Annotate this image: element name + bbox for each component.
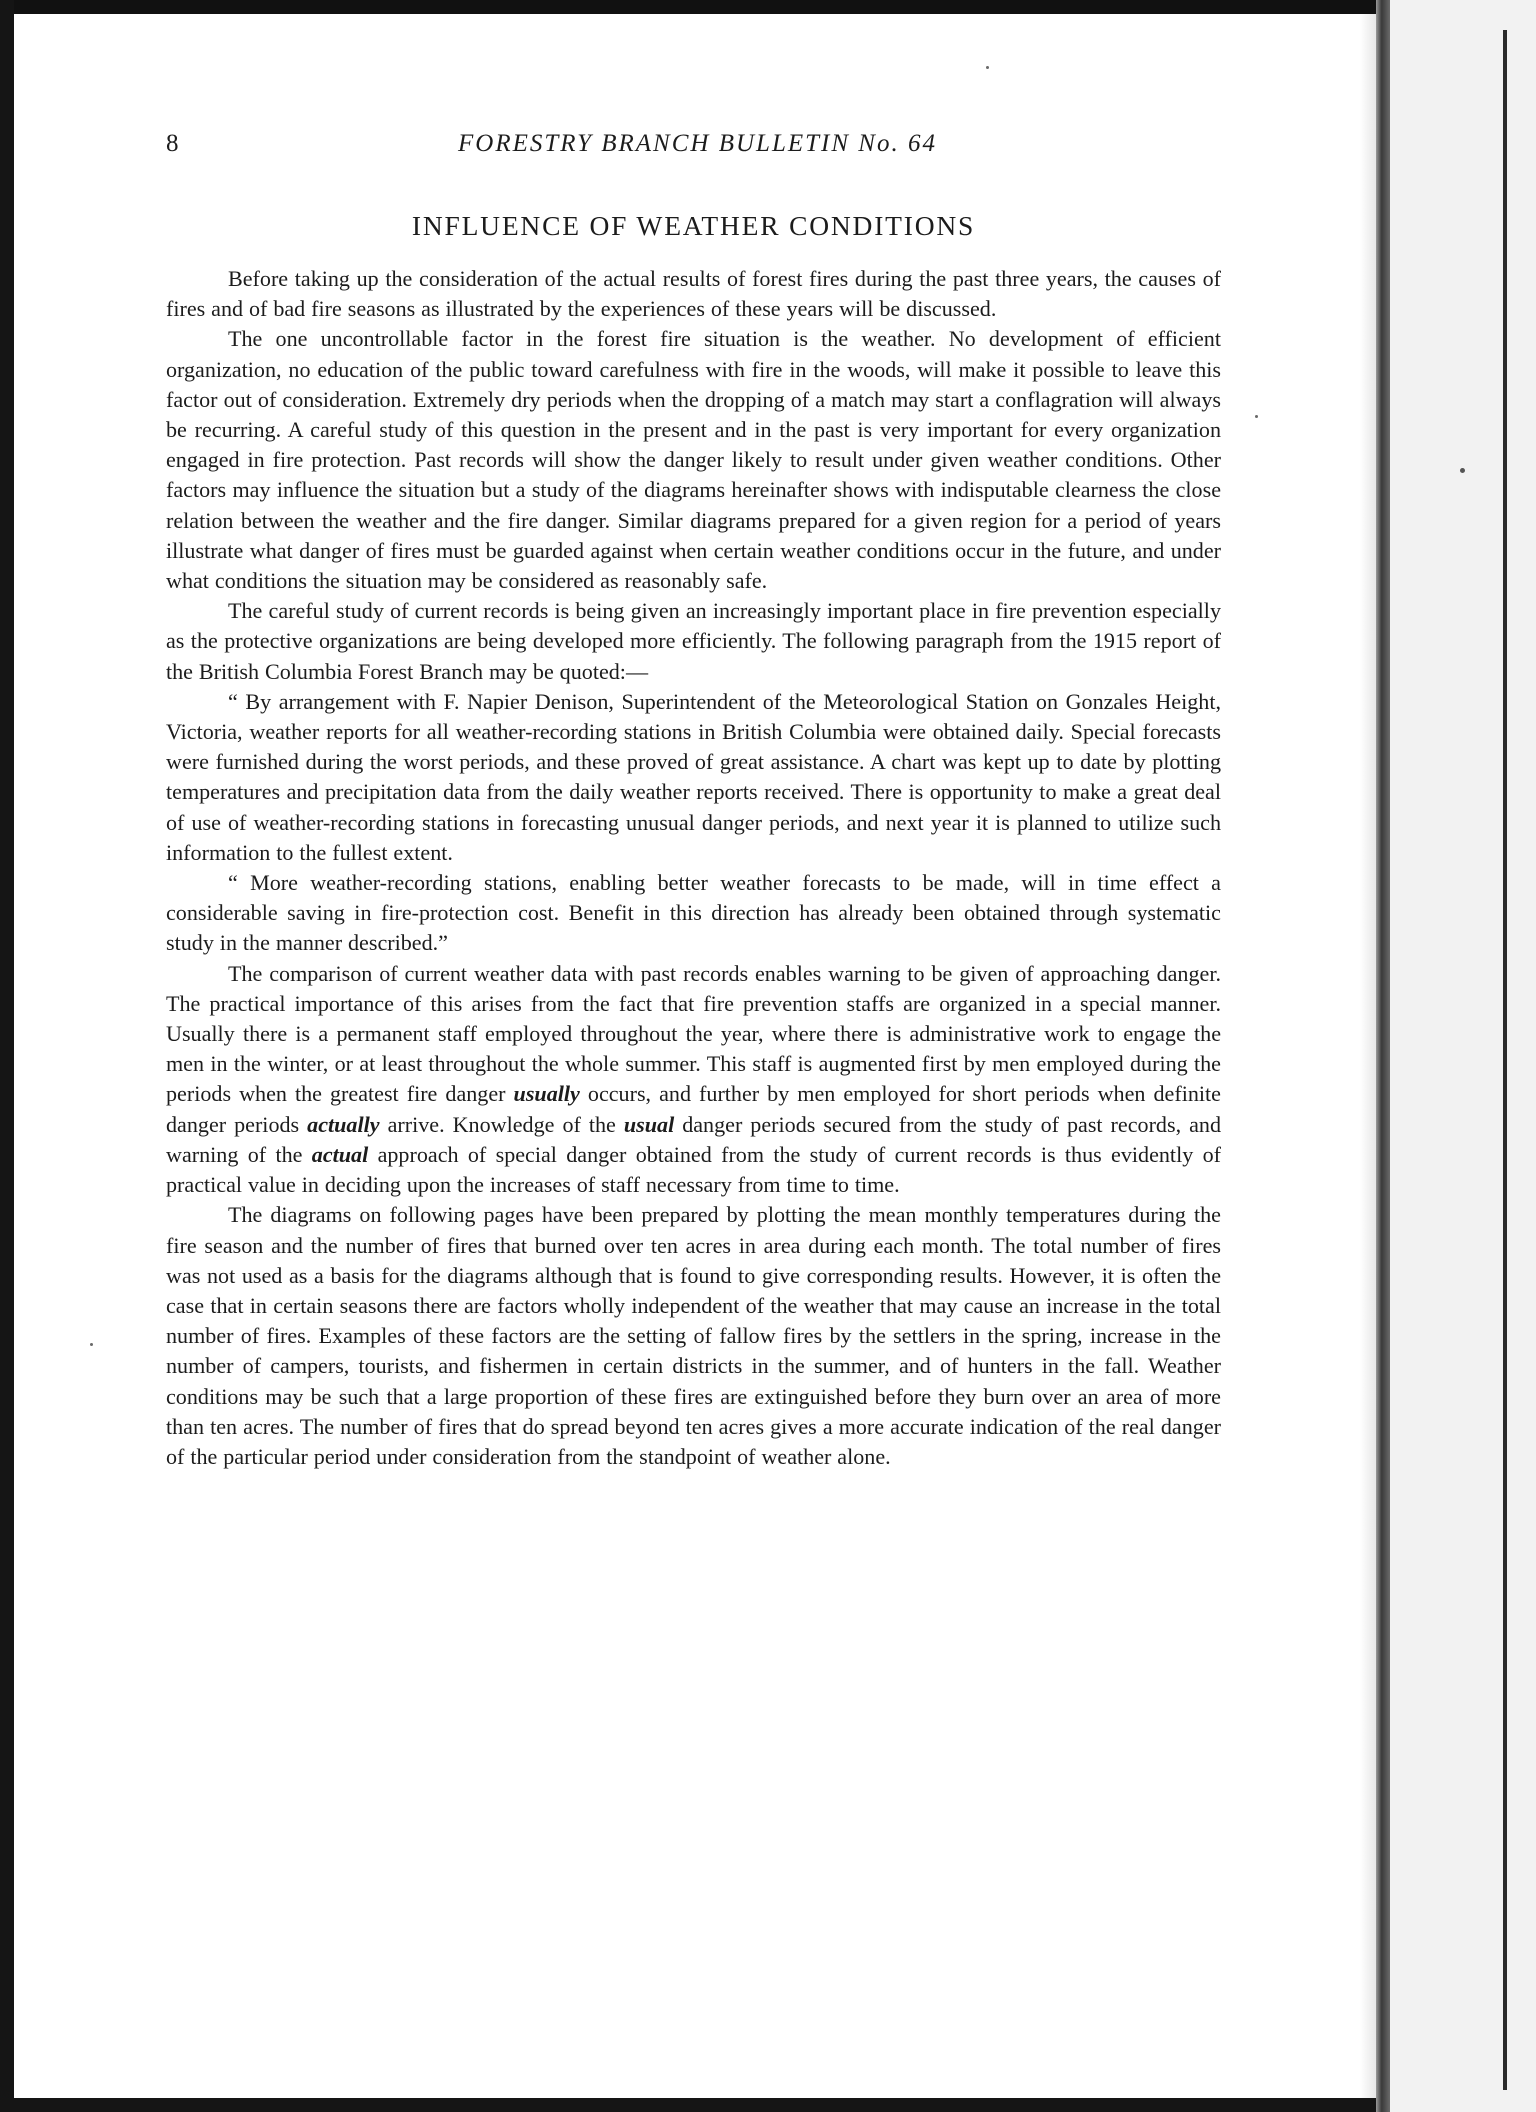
quote-paragraph-1: “ By arrangement with F. Napier Denison, Superintendent of the Meteorological Station on Gonzales Height, Victoria, weather reports for all weather-recording stations in British Columbia were obtained daily. Special forecasts were furnished during the worst periods, and these proved of great assistance. A chart was kept up to date by plotting temperatures and precipitation data from the daily weather reports received. There is opportunity to make a great deal of use of weather-recording stations in forecasting unusual danger periods, and next year it is planned to utilize such information to the fullest extent. bbox=[166, 688, 1221, 865]
paragraph-intro: Before taking up the consideration of the actual results of forest fires during the past three years, the causes of fires and of bad fire seasons as illustrated by the experiences of these years will be discussed. bbox=[166, 266, 1221, 322]
paragraph-weather-factor: The one uncontrollable factor in the forest fire situation is the weather. No development of efficient organization, no education of the public toward carefulness with fire in the woods, will make it possible to leave this factor out of consideration. Extremely dry periods when the dropping of a match may start a conflagration will always be recurring. A careful study of this question in the present and in the past is very important for every organization engaged in fire protection. Past records will show the danger likely to result under given weather conditions. Other factors may influence the situation but a study of the diagrams hereinafter shows with indisputable clearness the close relation between the weather and the fire danger. Similar diagrams prepared for a given region for a period of years illustrate what danger of fires must be guarded against when certain weather conditions occur in the future, and under what conditions the situation may be considered as reasonably safe. bbox=[166, 326, 1221, 594]
gutter-shadow bbox=[1360, 14, 1376, 2098]
scan-border-left bbox=[0, 0, 14, 2112]
quote-paragraph-2: “ More weather-recording stations, enabling better weather forecasts to be made, will in time effect a considerable saving in fire-protection cost. Benefit in this direction has already been obtained through systematic study in the manner described.” bbox=[166, 870, 1221, 956]
text-run: approach of special danger obtained from the study of current records is thus evidently of practical value in deciding upon the increases of staff necessary from time to time. bbox=[166, 1141, 1221, 1198]
page-number: 8 bbox=[166, 130, 179, 157]
text-run: occurs, and further by men employed for short periods when definite danger periods bbox=[166, 1081, 1221, 1137]
book-gutter bbox=[1376, 0, 1390, 2112]
paragraph-diagrams: The diagrams on following pages have been prepared by plotting the mean monthly temperatures during the fire season and the number of fires that burned over ten acres in area during each month. The total number of fires was not used as a basis for the diagrams although that is found to give corresponding results. However, it is often the case that in certain seasons there are factors wholly independent of the weather that may cause an increase in the total number of fires. Examples of these factors are the setting of fallow fires by the settlers in the spring, increase in the number of campers, tourists, and fishermen in certain districts in the summer, and of hunters in the fall. Weather conditions may be such that a large proportion of these fires are extinguished before they burn over an area of more than ten acres. The number of fires that do spread beyond ten acres gives a more accurate indication of the real danger of the particular period under consideration from the standpoint of weather alone. bbox=[166, 1202, 1221, 1469]
emphasis-text: actual bbox=[311, 1141, 369, 1167]
section-heading: INFLUENCE OF WEATHER CONDITIONS bbox=[411, 210, 976, 241]
text-run: The comparison of current weather data with past records enables warning to be given of approaching danger. The practical importance of this arises from the fact that fire prevention staffs are organized in a special manner. Usually there is a permanent staff employed throughout the year, where there is administrative work to engage the men in the winter, or at least throughout the whole summer. This staff is augmented first by men employed during the periods when the greatest fire danger bbox=[166, 960, 1221, 1107]
facing-page-edge bbox=[1390, 0, 1536, 2112]
running-header bbox=[166, 130, 1221, 170]
scan-speck bbox=[986, 66, 989, 69]
scan-border-bottom bbox=[0, 2098, 1536, 2112]
binding-line bbox=[1503, 30, 1507, 2090]
emphasis-text: usually bbox=[513, 1081, 580, 1107]
emphasis-text: actually bbox=[307, 1111, 380, 1137]
scan-speck bbox=[90, 1343, 93, 1346]
running-title: FORESTRY BRANCH BULLETIN No. 64 bbox=[458, 130, 937, 157]
text-run: arrive. Knowledge of the bbox=[387, 1111, 616, 1137]
scan-speck bbox=[1460, 468, 1465, 473]
scan-border-top bbox=[0, 0, 1536, 14]
paragraph-current-records: The careful study of current records is being given an increasingly important place in fire prevention especially as the protective organizations are being developed more efficiently. The following paragraph from the 1915 report of the British Columbia Forest Branch may be quoted:— bbox=[166, 598, 1221, 684]
emphasis-text: usual bbox=[623, 1111, 675, 1137]
scan-speck bbox=[1255, 415, 1258, 418]
text-run: danger periods secured from the study of past records, and warning of the bbox=[166, 1111, 1221, 1167]
page-content bbox=[166, 130, 1221, 1472]
paragraph-staff-organization bbox=[166, 959, 1221, 1201]
